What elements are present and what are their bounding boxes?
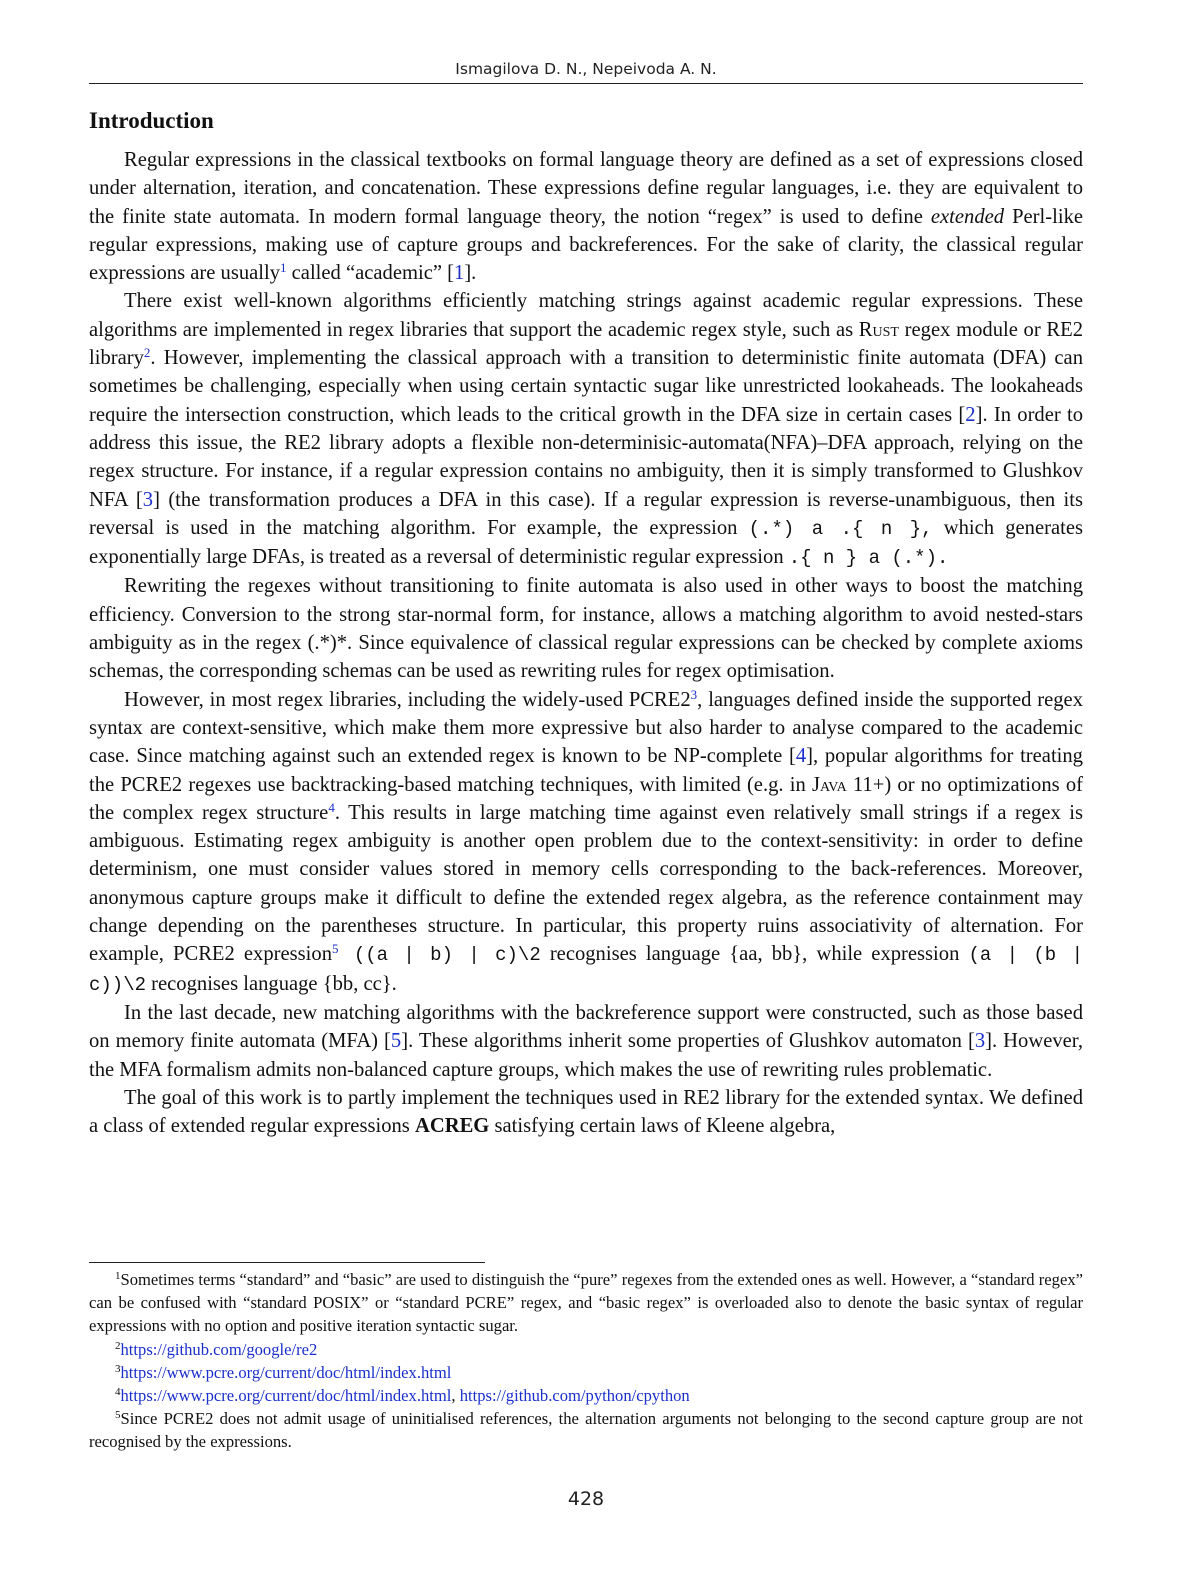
- paragraph-2: [89, 287, 1083, 572]
- text: ].: [464, 262, 477, 285]
- citation-link[interactable]: 4: [795, 745, 807, 768]
- footnote-3: [89, 1361, 1083, 1384]
- paragraph-1: [89, 146, 1083, 287]
- footnote-link[interactable]: https://github.com/google/re2: [120, 1339, 318, 1359]
- body-text: [89, 146, 1083, 1140]
- text: , languages defined inside the supported regex syntax are context-sensitive, which make them more expressive but also harder to analyse compared to the academic case. Since matching against such an extended regex is known to be NP-complete [: [89, 688, 1083, 768]
- footnote-link[interactable]: https://www.pcre.org/current/doc/html/index.html: [120, 1386, 452, 1406]
- text: The goal of this work is to partly implement the techniques used in RE2 library for the extended syntax. We defined a class of extended regular expressions: [89, 1086, 1083, 1138]
- text: . However, implementing the classical approach with a transition to deterministic finite automata (DFA) can sometimes be challenging, especially when using certain syntactic sugar like unrestricted lookaheads. The lookaheads require the intersection construction, which leads to the critical growth in the DFA size in certain cases [: [89, 347, 1083, 426]
- separator: ,: [451, 1386, 460, 1406]
- text: recognises language {aa, bb}, while expression: [540, 943, 969, 966]
- text: ] (the transformation produces a DFA in this case). If a regular expression is reverse-unambiguous, then its reversal is used in the matching algorithm. For example, the expression: [89, 488, 1083, 539]
- text: Rewriting the regexes without transitioning to finite automata is also used in other ways to boost the matching efficiency. Conversion to the strong star-normal form, for instance, allows a matching algorithm to avoid nested-stars ambiguity as in the regex (.*)*. Since equivalence of classical regular expressions can be checked by complete axioms schemas, the corresponding schemas can be used as rewriting rules for regex optimisation.: [89, 575, 1083, 683]
- citation-link[interactable]: 1: [454, 262, 465, 285]
- regex-expression: (.*) a .{ n },: [748, 517, 933, 540]
- text: which generates exponentially large DFAs, is treated as a reversal of deterministic regular expression: [89, 516, 1083, 569]
- text: called “academic” [: [286, 262, 455, 285]
- footnote-1: [89, 1268, 1083, 1338]
- text: Regular expressions in the classical textbooks on formal language theory are defined as a set of expressions closed under alternation, iteration, and concatenation. These expressions define regular languages, i.e. they are equivalent to the finite state automata. In modern formal language theory, the notion “regex” is used to define: [89, 149, 1083, 228]
- citation-link[interactable]: 2: [965, 403, 976, 426]
- text: . This results in large matching time against even relatively small strings if a regex is ambiguous. Estimating regex ambiguity is another open problem due to the context-sensitivity: in order to define determinism, one must consider values stored in memory cells corresponding to the back-references. Moreover, anonymous capture groups make it difficult to define the extended regex algebra, as the reference containment may change depending on the parentheses structure. In particular, this property ruins associativity of alternation. For example, PCRE2 expression: [89, 801, 1083, 966]
- footnote-mark: 1: [115, 1270, 121, 1282]
- footnote-ref-2[interactable]: 2: [143, 345, 151, 361]
- footnote-ref-3[interactable]: 3: [690, 686, 698, 702]
- footnote-rule: [89, 1262, 485, 1263]
- text: ]. These algorithms inherit some properties of Glushkov automaton [: [401, 1030, 975, 1053]
- regex-expression: .{ n } a (.*).: [788, 547, 949, 570]
- text: ]. However, the MFA formalism admits non-balanced capture groups, which makes the use of rewriting rules problematic.: [89, 1030, 1083, 1081]
- footnote-mark: 2: [115, 1339, 121, 1352]
- paragraph-6: [89, 1084, 1083, 1141]
- footnote-link[interactable]: https://www.pcre.org/current/doc/html/index.html: [120, 1362, 452, 1382]
- running-head: Ismagilova D. N., Nepeivoda A. N.: [455, 60, 717, 78]
- acreg-term: ACREG: [414, 1115, 490, 1138]
- footnote-ref-1[interactable]: 1: [280, 260, 287, 276]
- paragraph-5: [89, 999, 1083, 1084]
- text: In the last decade, new matching algorithms with the backreference support were constructed, such as those based on memory finite automata (MFA) [: [89, 1001, 1083, 1053]
- footnote-5: [89, 1407, 1083, 1453]
- text: ], popular algorithms for treating the PCRE2 regexes use backtracking-based matching techniques, with limited (e.g. in: [89, 745, 1083, 796]
- footnote-ref-5[interactable]: 5: [332, 941, 339, 957]
- paragraph-4: [89, 686, 1083, 999]
- footnote-2: [89, 1338, 1083, 1361]
- regex-expression: (a | (b | c))\2: [89, 944, 1083, 996]
- footnote-4: [89, 1384, 1083, 1407]
- header-rule: [89, 83, 1083, 84]
- text: There exist well-known algorithms efficiently matching strings against academic regular expressions. These algorithms are implemented in regex libraries that support the academic regex style, such as: [89, 290, 1083, 341]
- footnotes: [89, 1268, 1083, 1454]
- text: However, in most regex libraries, including the widely-used PCRE2: [124, 688, 691, 711]
- citation-link[interactable]: 5: [390, 1030, 402, 1053]
- citation-link[interactable]: 3: [142, 488, 154, 511]
- text: recognises language {bb, cc}.: [146, 972, 397, 995]
- footnote-text: Since PCRE2 does not admit usage of uninitialised references, the alternation arguments not belonging to the second capture group are not recognised by the expressions.: [89, 1409, 1083, 1452]
- footnote-mark: 3: [115, 1362, 121, 1375]
- footnote-link[interactable]: https://github.com/python/cpython: [459, 1386, 690, 1406]
- citation-link[interactable]: 3: [974, 1030, 986, 1053]
- emphasis: extended: [930, 205, 1005, 228]
- footnote-mark: 5: [115, 1409, 121, 1422]
- java-name: Java: [811, 773, 847, 796]
- text: satisfying certain laws of Kleene algebra,: [489, 1115, 836, 1138]
- footnote-text: Sometimes terms “standard” and “basic” are used to distinguish the “pure” regexes from the extended ones as well. However, a “standard regex” can be confused with “standard POSIX” or “standard PCRE” regex, and “basic regex” is overloaded also to denote the basic syntax of regular expressions with no option and positive iteration syntactic sugar.: [89, 1270, 1083, 1336]
- footnote-ref-4[interactable]: 4: [328, 799, 335, 815]
- regex-expression: ((a | b) | c)\2: [338, 944, 541, 967]
- text: 11+) or no optimizations of the complex regex structure: [89, 773, 1083, 824]
- section-title: Introduction: [89, 108, 214, 133]
- text: regex module or RE2 library: [89, 318, 1083, 370]
- footnote-mark: 4: [115, 1386, 121, 1399]
- rust-name: Rust: [858, 318, 899, 341]
- paragraph-3: [89, 572, 1083, 685]
- text: ]. In order to address this issue, the RE2 library adopts a flexible non-determinisic-automata(NFA)–DFA approach, relying on the regex structure. For instance, if a regular expression contains no ambiguity, then it is simply transformed to Glushkov NFA [: [89, 403, 1083, 511]
- text: Perl-like regular expressions, making use of capture groups and backreferences. For the sake of clarity, the classical regular expressions are usually: [89, 205, 1084, 285]
- page-number: 428: [567, 1488, 605, 1510]
